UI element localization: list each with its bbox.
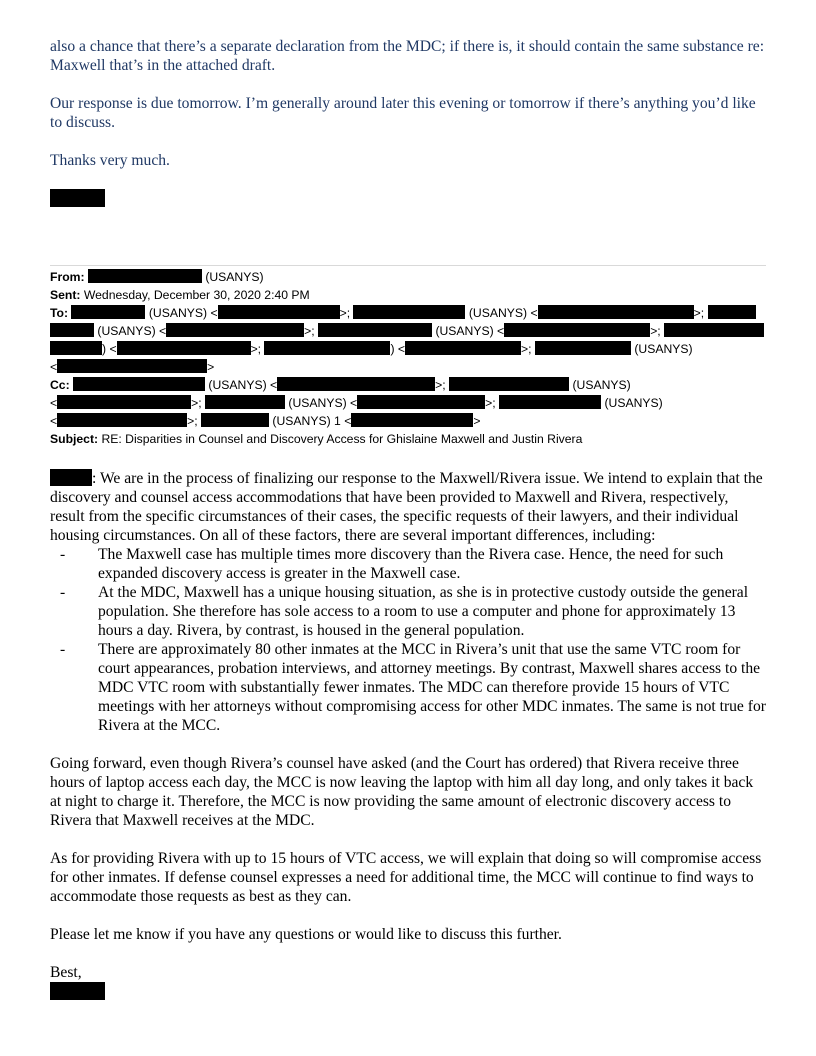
differences-list (50, 545, 766, 735)
subject-value: RE: Disparities in Counsel and Discovery Access for Ghislaine Maxwell and Justin Rivera (101, 432, 583, 446)
redaction (357, 395, 485, 409)
bullet-dash: - (60, 584, 66, 601)
cc-label: Cc: (50, 378, 70, 392)
sent-label: Sent: (50, 288, 81, 302)
redacted-signature (50, 189, 105, 207)
from-line (50, 268, 766, 286)
separator: < (50, 360, 58, 374)
list-item-text: At the MDC, Maxwell has a unique housing situation, as she is in protective custody outside the general population. She therefore has sole access to a room to use a computer and phone for approximately 13 hours a day. Rivera, by contrast, is housed in the general population. (98, 584, 749, 639)
subject-line (50, 430, 766, 448)
reply-paragraph: Our response is due tomorrow. I’m generally around later this evening or tomorrow if there’s anything you’d like to discuss. (50, 95, 756, 131)
separator: >; (650, 324, 661, 338)
to-label: To: (50, 306, 69, 320)
redaction (57, 413, 187, 427)
redaction (205, 395, 285, 409)
separator: >; (191, 396, 202, 410)
redaction (353, 305, 465, 319)
separator: > (207, 360, 215, 374)
reply-paragraph: also a chance that there’s a separate declaration from the MDC; if there is, it should contain the same substance re: Maxwell that’s in the attached draft. (50, 38, 765, 74)
redaction (449, 377, 569, 391)
body-paragraph: As for providing Rivera with up to 15 hours of VTC access, we will explain that doing so will compromise access for other inmates. If defense counsel expresses a need for additional time, the MCC will continue to find ways to accommodate those requests as best as they can. (50, 850, 762, 905)
redaction (73, 377, 205, 391)
subject-label: Subject: (50, 432, 99, 446)
recipient-org: (USANYS) < (97, 324, 167, 338)
recipient-org: (USANYS) < (468, 306, 538, 320)
body-paragraph: Going forward, even though Rivera’s counsel have asked (and the Court has ordered) that Rivera receive three hours of laptop access each day, the MCC is now leaving the laptop with him all day long, and only takes it back at night to charge it. Therefore, the MCC is now providing the same amount of electronic discovery access to Rivera that Maxwell receives at the MDC. (50, 755, 754, 829)
separator: >; (521, 342, 532, 356)
to-line (50, 304, 766, 322)
cc-line (50, 376, 766, 394)
redaction (71, 305, 145, 319)
redaction (57, 395, 191, 409)
recipient-org: (USANYS) 1 (272, 414, 341, 428)
redaction (57, 359, 207, 373)
list-item (50, 545, 766, 583)
from-label: From: (50, 270, 85, 284)
previous-reply (50, 37, 766, 207)
intro-text: : We are in the process of finalizing our response to the Maxwell/Rivera issue. We intend to explain that the discovery and counsel access accommodations that have been provided to Maxwell and Rivera, respectively, result from the specific circumstances of their cases, the specific requests of their lawyers, and their individual housing circumstances. On all of these factors, there are several important differences, including: (50, 470, 763, 544)
recipient-org: (USANYS) < (435, 324, 505, 338)
list-item (50, 640, 766, 735)
recipient-org: (USANYS) (604, 396, 663, 410)
redaction (664, 323, 764, 337)
redaction (117, 341, 251, 355)
redaction (351, 413, 473, 427)
closing: Best, (50, 964, 82, 981)
email-body (50, 469, 766, 1000)
separator: >; (304, 324, 315, 338)
from-org: (USANYS) (205, 270, 264, 284)
redaction (708, 305, 756, 319)
redaction (318, 323, 432, 337)
sent-line (50, 286, 766, 304)
separator: >; (187, 414, 198, 428)
separator: < (344, 414, 352, 428)
cc-line-cont (50, 412, 766, 430)
redaction (218, 305, 340, 319)
recipient-org: (USANYS) < (208, 378, 278, 392)
reply-paragraph: Thanks very much. (50, 152, 170, 169)
separator: ) < (102, 342, 117, 356)
header-divider (50, 265, 766, 266)
intro-paragraph (50, 469, 766, 545)
recipient-org: (USANYS) (572, 378, 631, 392)
body-paragraph: Please let me know if you have any questions or would like to discuss this further. (50, 926, 562, 943)
bullet-dash: - (60, 546, 66, 563)
to-line-cont (50, 340, 766, 358)
redaction (201, 413, 269, 427)
separator: < (50, 396, 58, 410)
separator: ) < (390, 342, 406, 356)
separator: >; (250, 342, 262, 356)
email-header (50, 268, 766, 448)
to-line-cont (50, 322, 766, 340)
list-item-text: The Maxwell case has multiple times more discovery than the Rivera case. Hence, the need for such expanded discovery access is greater in the Maxwell case. (98, 546, 724, 582)
redacted-signature (50, 982, 105, 1000)
redaction (166, 323, 304, 337)
redaction (50, 323, 94, 337)
redaction (264, 341, 390, 355)
bullet-dash: - (60, 641, 66, 658)
sent-value: Wednesday, December 30, 2020 2:40 PM (83, 288, 310, 302)
to-line-cont (50, 358, 766, 376)
redaction (88, 269, 202, 283)
redaction (504, 323, 650, 337)
list-item (50, 583, 766, 640)
separator: > (473, 414, 481, 428)
separator: >; (339, 306, 351, 320)
redacted-name (50, 469, 92, 486)
separator: >; (435, 378, 446, 392)
recipient-org: (USANYS) (634, 342, 693, 356)
redaction (535, 341, 631, 355)
redaction (277, 377, 435, 391)
redaction (538, 305, 694, 319)
separator: >; (693, 306, 705, 320)
recipient-org: (USANYS) < (288, 396, 358, 410)
recipient-org: (USANYS) < (148, 306, 218, 320)
redaction (405, 341, 521, 355)
redaction (499, 395, 601, 409)
separator: >; (485, 396, 496, 410)
redaction (50, 341, 102, 355)
cc-line-cont (50, 394, 766, 412)
separator: < (50, 414, 58, 428)
list-item-text: There are approximately 80 other inmates at the MCC in Rivera’s unit that use the same VTC room for court appearances, probation interviews, and attorney meetings. By contrast, Maxwell shares access to the MDC VTC room with substantially fewer inmates. The MDC can therefore provide 15 hours of VTC meetings with her attorneys without compromising access for other MDC inmates. The same is not true for Rivera at the MCC. (98, 641, 766, 734)
